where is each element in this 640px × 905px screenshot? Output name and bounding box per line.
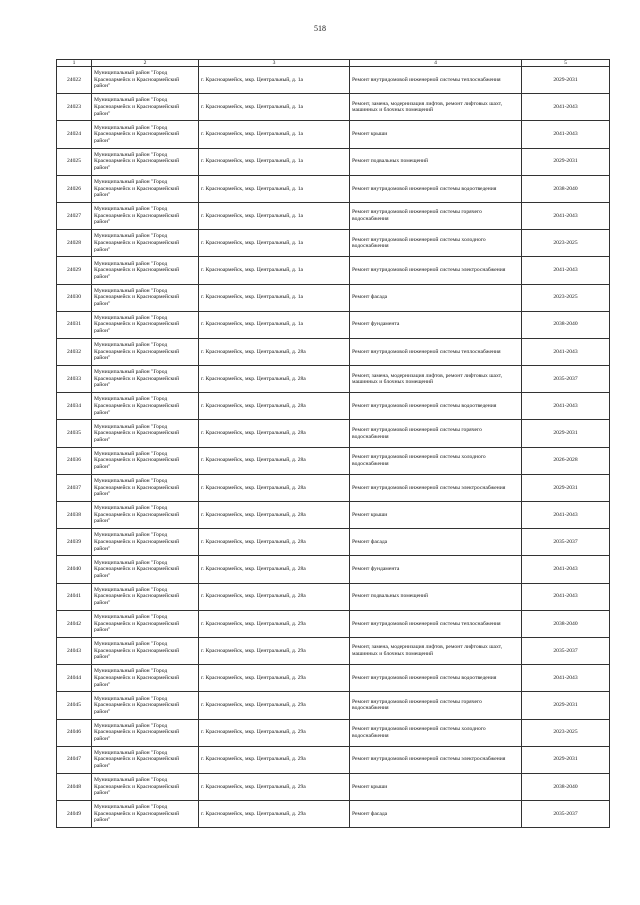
address-cell: г. Красноармейск, мкр. Центральный, д. 1а (199, 230, 350, 257)
municipality-cell: Муниципальный район "Город Красноармейск и Красноармейский район" (92, 67, 199, 94)
column-header-5: 5 (522, 60, 610, 67)
table-row (57, 583, 610, 610)
municipality-cell: Муниципальный район "Город Красноармейск и Красноармейский район" (92, 474, 199, 501)
row-number-cell: 24038 (57, 502, 92, 529)
row-number-cell: 24034 (57, 393, 92, 420)
work-type-cell: Ремонт, замена, модернизация лифтов, ремонт лифтовых шахт, машинных и блочных помещений (350, 637, 522, 664)
period-cell: 2029-2031 (522, 67, 610, 94)
work-type-cell: Ремонт, замена, модернизация лифтов, ремонт лифтовых шахт, машинных и блочных помещений (350, 366, 522, 393)
period-cell: 2041-2043 (522, 202, 610, 229)
address-cell: г. Красноармейск, мкр. Центральный, д. 29а (199, 746, 350, 773)
row-number-cell: 24037 (57, 474, 92, 501)
work-type-cell: Ремонт внутридомовой инженерной системы теплоснабжения (350, 67, 522, 94)
row-number-cell: 24030 (57, 284, 92, 311)
work-type-cell: Ремонт внутридомовой инженерной системы холодного водоснабжения (350, 230, 522, 257)
municipality-cell: Муниципальный район "Город Красноармейск и Красноармейский район" (92, 719, 199, 746)
row-number-cell: 24026 (57, 175, 92, 202)
address-cell: г. Красноармейск, мкр. Центральный, д. 29а (199, 637, 350, 664)
municipality-cell: Муниципальный район "Город Красноармейск и Красноармейский район" (92, 121, 199, 148)
municipality-cell: Муниципальный район "Город Красноармейск и Красноармейский район" (92, 148, 199, 175)
municipality-cell: Муниципальный район "Город Красноармейск и Красноармейский район" (92, 447, 199, 474)
work-type-cell: Ремонт внутридомовой инженерной системы горячего водоснабжения (350, 202, 522, 229)
table-row (57, 502, 610, 529)
table-row (57, 637, 610, 664)
work-type-cell: Ремонт крыши (350, 502, 522, 529)
row-number-cell: 24027 (57, 202, 92, 229)
municipality-cell: Муниципальный район "Город Красноармейск и Красноармейский район" (92, 529, 199, 556)
period-cell: 2023-2025 (522, 719, 610, 746)
work-type-cell: Ремонт крыши (350, 121, 522, 148)
table-row (57, 148, 610, 175)
period-cell: 2041-2043 (522, 121, 610, 148)
row-number-cell: 24024 (57, 121, 92, 148)
period-cell: 2041-2043 (522, 556, 610, 583)
period-cell: 2038-2040 (522, 773, 610, 800)
period-cell: 2029-2031 (522, 746, 610, 773)
row-number-cell: 24028 (57, 230, 92, 257)
table-row (57, 801, 610, 828)
period-cell: 2038-2040 (522, 175, 610, 202)
address-cell: г. Красноармейск, мкр. Центральный, д. 1а (199, 284, 350, 311)
address-cell: г. Красноармейск, мкр. Центральный, д. 29а (199, 665, 350, 692)
municipality-cell: Муниципальный район "Город Красноармейск и Красноармейский район" (92, 284, 199, 311)
period-cell: 2029-2031 (522, 148, 610, 175)
work-type-cell: Ремонт внутридомовой инженерной системы холодного водоснабжения (350, 447, 522, 474)
table-row (57, 284, 610, 311)
address-cell: г. Красноармейск, мкр. Центральный, д. 1а (199, 311, 350, 338)
address-cell: г. Красноармейск, мкр. Центральный, д. 29а (199, 719, 350, 746)
table-row (57, 474, 610, 501)
address-cell: г. Красноармейск, мкр. Центральный, д. 28а (199, 502, 350, 529)
table-row (57, 311, 610, 338)
row-number-cell: 24035 (57, 420, 92, 447)
table-row (57, 121, 610, 148)
period-cell: 2038-2040 (522, 610, 610, 637)
row-number-cell: 24032 (57, 338, 92, 365)
municipality-cell: Муниципальный район "Город Красноармейск и Красноармейский район" (92, 773, 199, 800)
period-cell: 2035-2037 (522, 637, 610, 664)
row-number-cell: 24023 (57, 94, 92, 121)
period-cell: 2041-2043 (522, 583, 610, 610)
column-header-2: 2 (92, 60, 199, 67)
address-cell: г. Красноармейск, мкр. Центральный, д. 29а (199, 692, 350, 719)
work-type-cell: Ремонт фундамента (350, 311, 522, 338)
municipality-cell: Муниципальный район "Город Красноармейск и Красноармейский район" (92, 556, 199, 583)
municipality-cell: Муниципальный район "Город Красноармейск и Красноармейский район" (92, 692, 199, 719)
address-cell: г. Красноармейск, мкр. Центральный, д. 28а (199, 420, 350, 447)
municipality-cell: Муниципальный район "Город Красноармейск и Красноармейский район" (92, 175, 199, 202)
row-number-cell: 24039 (57, 529, 92, 556)
table-row (57, 529, 610, 556)
table-row (57, 366, 610, 393)
address-cell: г. Красноармейск, мкр. Центральный, д. 28а (199, 338, 350, 365)
period-cell: 2029-2031 (522, 474, 610, 501)
municipality-cell: Муниципальный район "Город Красноармейск и Красноармейский район" (92, 801, 199, 828)
address-cell: г. Красноармейск, мкр. Центральный, д. 29а (199, 610, 350, 637)
row-number-cell: 24046 (57, 719, 92, 746)
table-row (57, 665, 610, 692)
address-cell: г. Красноармейск, мкр. Центральный, д. 1а (199, 257, 350, 284)
work-type-cell: Ремонт фундамента (350, 556, 522, 583)
table-row (57, 447, 610, 474)
registry-table (56, 59, 610, 828)
period-cell: 2038-2040 (522, 311, 610, 338)
table-row (57, 746, 610, 773)
page-number: 518 (314, 24, 326, 33)
work-type-cell: Ремонт внутридомовой инженерной системы электроснабжения (350, 474, 522, 501)
address-cell: г. Красноармейск, мкр. Центральный, д. 28а (199, 474, 350, 501)
municipality-cell: Муниципальный район "Город Красноармейск и Красноармейский район" (92, 94, 199, 121)
address-cell: г. Красноармейск, мкр. Центральный, д. 28а (199, 366, 350, 393)
work-type-cell: Ремонт фасада (350, 529, 522, 556)
period-cell: 2041-2043 (522, 338, 610, 365)
address-cell: г. Красноармейск, мкр. Центральный, д. 1а (199, 148, 350, 175)
municipality-cell: Муниципальный район "Город Красноармейск и Красноармейский район" (92, 338, 199, 365)
table-body (57, 67, 610, 828)
period-cell: 2035-2037 (522, 801, 610, 828)
address-cell: г. Красноармейск, мкр. Центральный, д. 1а (199, 175, 350, 202)
address-cell: г. Красноармейск, мкр. Центральный, д. 28а (199, 447, 350, 474)
row-number-cell: 24033 (57, 366, 92, 393)
period-cell: 2041-2043 (522, 393, 610, 420)
municipality-cell: Муниципальный район "Город Красноармейск и Красноармейский район" (92, 257, 199, 284)
address-cell: г. Красноармейск, мкр. Центральный, д. 28а (199, 556, 350, 583)
municipality-cell: Муниципальный район "Город Красноармейск и Красноармейский район" (92, 230, 199, 257)
period-cell: 2035-2037 (522, 366, 610, 393)
work-type-cell: Ремонт крыши (350, 773, 522, 800)
table-row (57, 719, 610, 746)
table-row (57, 420, 610, 447)
address-cell: г. Красноармейск, мкр. Центральный, д. 28а (199, 393, 350, 420)
municipality-cell: Муниципальный район "Город Красноармейск и Красноармейский район" (92, 583, 199, 610)
table-row (57, 67, 610, 94)
address-cell: г. Красноармейск, мкр. Центральный, д. 28а (199, 583, 350, 610)
row-number-cell: 24048 (57, 773, 92, 800)
period-cell: 2023-2025 (522, 284, 610, 311)
table-row (57, 338, 610, 365)
work-type-cell: Ремонт внутридомовой инженерной системы холодного водоснабжения (350, 719, 522, 746)
period-cell: 2035-2037 (522, 529, 610, 556)
municipality-cell: Муниципальный район "Город Красноармейск и Красноармейский район" (92, 420, 199, 447)
address-cell: г. Красноармейск, мкр. Центральный, д. 1а (199, 121, 350, 148)
work-type-cell: Ремонт внутридомовой инженерной системы водоотведения (350, 393, 522, 420)
municipality-cell: Муниципальный район "Город Красноармейск и Красноармейский район" (92, 311, 199, 338)
row-number-cell: 24049 (57, 801, 92, 828)
period-cell: 2041-2043 (522, 665, 610, 692)
table-row (57, 202, 610, 229)
row-number-cell: 24040 (57, 556, 92, 583)
municipality-cell: Муниципальный район "Город Красноармейск и Красноармейский район" (92, 665, 199, 692)
work-type-cell: Ремонт фасада (350, 284, 522, 311)
row-number-cell: 24031 (57, 311, 92, 338)
address-cell: г. Красноармейск, мкр. Центральный, д. 1а (199, 94, 350, 121)
column-header-4: 4 (350, 60, 522, 67)
work-type-cell: Ремонт внутридомовой инженерной системы электроснабжения (350, 746, 522, 773)
row-number-cell: 24045 (57, 692, 92, 719)
address-cell: г. Красноармейск, мкр. Центральный, д. 28а (199, 529, 350, 556)
work-type-cell: Ремонт, замена, модернизация лифтов, ремонт лифтовых шахт, машинных и блочных помещений (350, 94, 522, 121)
work-type-cell: Ремонт подвальных помещений (350, 583, 522, 610)
work-type-cell: Ремонт внутридомовой инженерной системы горячего водоснабжения (350, 420, 522, 447)
period-cell: 2023-2025 (522, 230, 610, 257)
work-type-cell: Ремонт внутридомовой инженерной системы электроснабжения (350, 257, 522, 284)
address-cell: г. Красноармейск, мкр. Центральный, д. 29а (199, 773, 350, 800)
period-cell: 2041-2043 (522, 257, 610, 284)
table-header-row (57, 60, 610, 67)
work-type-cell: Ремонт внутридомовой инженерной системы горячего водоснабжения (350, 692, 522, 719)
column-header-1: 1 (57, 60, 92, 67)
address-cell: г. Красноармейск, мкр. Центральный, д. 1а (199, 202, 350, 229)
work-type-cell: Ремонт внутридомовой инженерной системы теплоснабжения (350, 610, 522, 637)
table-row (57, 692, 610, 719)
municipality-cell: Муниципальный район "Город Красноармейск и Красноармейский район" (92, 610, 199, 637)
table-row (57, 556, 610, 583)
table-row (57, 773, 610, 800)
work-type-cell: Ремонт подвальных помещений (350, 148, 522, 175)
row-number-cell: 24042 (57, 610, 92, 637)
table-row (57, 610, 610, 637)
row-number-cell: 24047 (57, 746, 92, 773)
period-cell: 2026-2028 (522, 447, 610, 474)
row-number-cell: 24043 (57, 637, 92, 664)
municipality-cell: Муниципальный район "Город Красноармейск и Красноармейский район" (92, 746, 199, 773)
municipality-cell: Муниципальный район "Город Красноармейск и Красноармейский район" (92, 366, 199, 393)
address-cell: г. Красноармейск, мкр. Центральный, д. 1а (199, 67, 350, 94)
table-row (57, 230, 610, 257)
municipality-cell: Муниципальный район "Город Красноармейск и Красноармейский район" (92, 202, 199, 229)
work-type-cell: Ремонт фасада (350, 801, 522, 828)
table-row (57, 175, 610, 202)
table-row (57, 94, 610, 121)
period-cell: 2029-2031 (522, 692, 610, 719)
municipality-cell: Муниципальный район "Город Красноармейск и Красноармейский район" (92, 502, 199, 529)
row-number-cell: 24044 (57, 665, 92, 692)
municipality-cell: Муниципальный район "Город Красноармейск и Красноармейский район" (92, 393, 199, 420)
row-number-cell: 24022 (57, 67, 92, 94)
period-cell: 2041-2043 (522, 502, 610, 529)
table-row (57, 257, 610, 284)
address-cell: г. Красноармейск, мкр. Центральный, д. 29а (199, 801, 350, 828)
row-number-cell: 24041 (57, 583, 92, 610)
column-header-3: 3 (199, 60, 350, 67)
table-row (57, 393, 610, 420)
row-number-cell: 24029 (57, 257, 92, 284)
municipality-cell: Муниципальный район "Город Красноармейск и Красноармейский район" (92, 637, 199, 664)
work-type-cell: Ремонт внутридомовой инженерной системы водоотведения (350, 175, 522, 202)
row-number-cell: 24036 (57, 447, 92, 474)
period-cell: 2041-2043 (522, 94, 610, 121)
work-type-cell: Ремонт внутридомовой инженерной системы теплоснабжения (350, 338, 522, 365)
period-cell: 2029-2031 (522, 420, 610, 447)
work-type-cell: Ремонт внутридомовой инженерной системы водоотведения (350, 665, 522, 692)
row-number-cell: 24025 (57, 148, 92, 175)
